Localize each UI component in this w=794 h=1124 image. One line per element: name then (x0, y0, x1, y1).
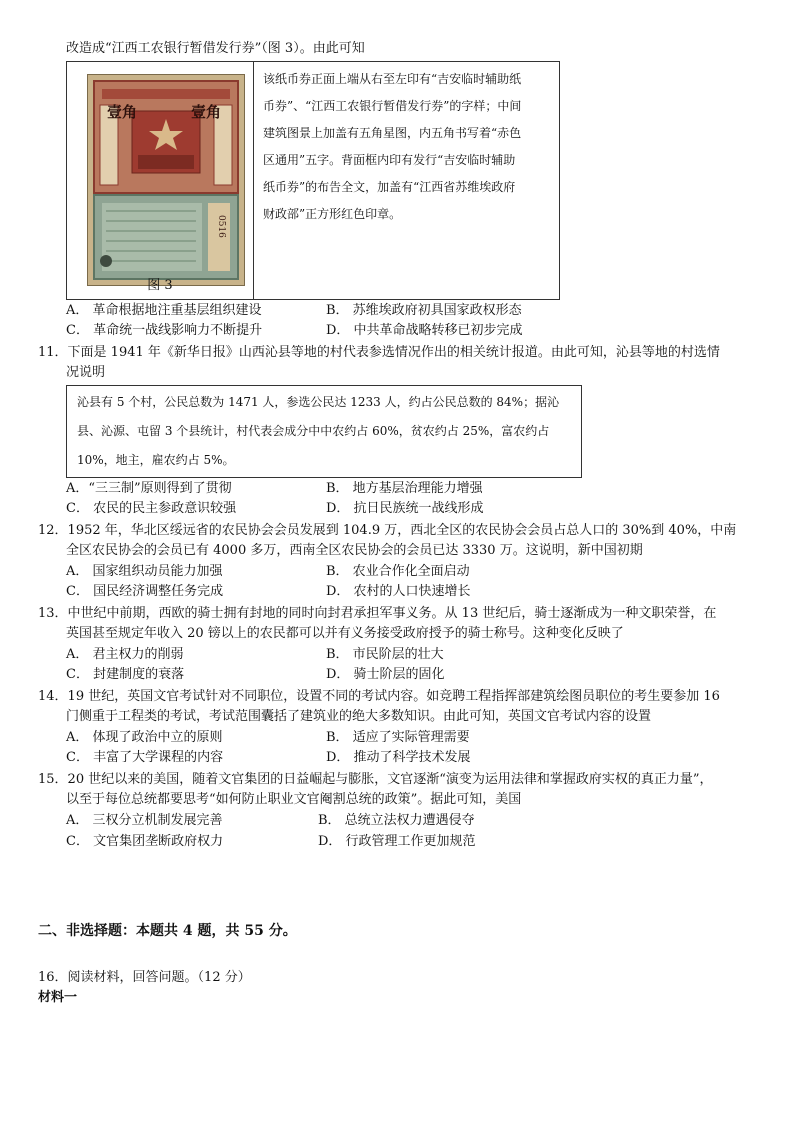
q15-option-d[interactable]: D． 行政管理工作更加规范 (318, 834, 476, 849)
q12-stem-line1: 12．1952 年，华北区绥远省的农民协会会员发展到 104.9 万，西北全区的农民协会会员占总人口的 30%到 40%，中南 (38, 523, 737, 538)
note-line: 区通用”五字。背面框内印有发行“吉安临时辅助 (263, 153, 516, 167)
note-line: 财政部”正方形红色印章。 (263, 207, 402, 221)
q13-option-c[interactable]: C． 封建制度的衰落 (66, 667, 185, 682)
q15-option-c[interactable]: C． 文官集团垄断政府权力 (66, 834, 224, 849)
q11-stem-line1: 11．下面是 1941 年《新华日报》山西沁县等地的村代表参选情况作出的相关统计报道。由此可知，沁县等地的村选情 (38, 345, 720, 360)
box-line: 沁县有 5 个村，公民总数为 1471 人，参选公民达 1233 人，约占公民总数的 84%；据沁 (77, 395, 560, 409)
q13-stem-line1: 13．中世纪中前期，西欧的骑士拥有封地的同时向封君承担军事义务。从 13 世纪后，骑士逐渐成为一种文职荣誉，在 (38, 606, 717, 621)
figure-caption: 图 3 (147, 278, 173, 293)
q10-option-c[interactable]: C． 革命统一战线影响力不断提升 (66, 323, 263, 338)
q12-option-a[interactable]: A． 国家组织动员能力加强 (66, 564, 223, 579)
q11-data-box (66, 385, 582, 478)
note-line: 币券”、“江西工农银行暂借发行券”的字样；中间 (263, 99, 522, 113)
note-line: 该纸币券正面上端从右至左印有“吉安临时辅助纸 (263, 72, 522, 86)
note-line: 纸币券”的布告全文，加盖有“江西省苏维埃政府 (263, 180, 516, 194)
q13-option-a[interactable]: A． 君主权力的削弱 (66, 647, 184, 662)
q14-stem-line1: 14．19 世纪，英国文官考试针对不同职位，设置不同的考试内容。如竞聘工程指挥部建筑绘图员职位的考生要参加 16 (38, 689, 720, 704)
q14-option-c[interactable]: C． 丰富了大学课程的内容 (66, 750, 224, 765)
banknote-denomination-left: 壹角 (107, 103, 138, 121)
table-divider (253, 62, 254, 299)
box-line: 县、沁源、屯留 3 个县统计，村代表会成分中中农约占 60%，贫农约占 25%，富农约占 (77, 424, 550, 438)
q14-option-a[interactable]: A． 体现了政治中立的原则 (66, 730, 223, 745)
section-heading: 二、非选择题：本题共 4 题，共 55 分。 (38, 923, 297, 939)
q12-option-c[interactable]: C． 国民经济调整任务完成 (66, 584, 224, 599)
q15-option-a[interactable]: A． 三权分立机制发展完善 (66, 813, 223, 828)
banknote-serial: 0516 (216, 215, 226, 238)
q15-stem-line2: 以至于每位总统都要思考“如何防止职业文官阉割总统的政策”。据此可知，美国 (66, 792, 522, 807)
q16-stem: 16．阅读材料，回答问题。（12 分） (38, 970, 251, 985)
note-line: 建筑图景上加盖有五角星图，内五角书写着“赤色 (263, 126, 522, 140)
q13-stem-line2: 英国甚至规定年收入 20 镑以上的农民都可以并有义务接受政府授予的骑士称号。这种变化反映了 (66, 626, 624, 641)
q11-option-a[interactable]: A．“三三制”原则得到了贯彻 (66, 481, 232, 496)
q11-option-b[interactable]: B． 地方基层治理能力增强 (326, 481, 483, 496)
q12-stem-line2: 全区农民协会的会员已有 4000 多万，西南全区农民协会的会员已达 3330 万。这说明，新中国初期 (66, 543, 643, 558)
q12-option-b[interactable]: B． 农业合作化全面启动 (326, 564, 470, 579)
banknote-denomination-right: 壹角 (191, 103, 222, 121)
q10-option-b[interactable]: B． 苏维埃政府初具国家政权形态 (326, 303, 522, 318)
q11-option-d[interactable]: D． 抗日民族统一战线形成 (326, 501, 484, 516)
q12-option-d[interactable]: D． 农村的人口快速增长 (326, 584, 471, 599)
q11-box-text (77, 388, 577, 475)
figure-3-description (263, 66, 553, 228)
q15-stem-line1: 15．20 世纪以来的美国，随着文官集团的日益崛起与膨胀，文官逐渐“演变为运用法律和掌握政府实权的真正力量”， (38, 772, 713, 787)
q14-stem-line2: 门侧重于工程类的考试，考试范围囊括了建筑业的绝大多数知识。由此可知，英国文官考试内容的设置 (66, 709, 652, 724)
q13-option-d[interactable]: D． 骑士阶层的固化 (326, 667, 445, 682)
q10-option-d[interactable]: D． 中共革命战略转移已初步完成 (326, 323, 523, 338)
q14-option-b[interactable]: B． 适应了实际管理需要 (326, 730, 470, 745)
q11-option-c[interactable]: C． 农民的民主参政意识较强 (66, 501, 237, 516)
q15-option-b[interactable]: B． 总统立法权力遭遇侵夺 (318, 813, 475, 828)
q14-option-d[interactable]: D． 推动了科学技术发展 (326, 750, 471, 765)
q13-option-b[interactable]: B． 市民阶层的壮大 (326, 647, 444, 662)
figure-3-table (66, 61, 560, 300)
q11-stem-line2: 况说明 (66, 365, 106, 380)
box-line: 10%，地主，雇农约占 5%。 (77, 453, 235, 467)
q10-intro: 改造成“江西工农银行暂借发行券”（图 3）。由此可知 (66, 41, 365, 56)
q10-option-a[interactable]: A． 革命根据地注重基层组织建设 (66, 303, 262, 318)
banknote-image (87, 74, 245, 286)
material-label: 材料一 (38, 990, 78, 1005)
